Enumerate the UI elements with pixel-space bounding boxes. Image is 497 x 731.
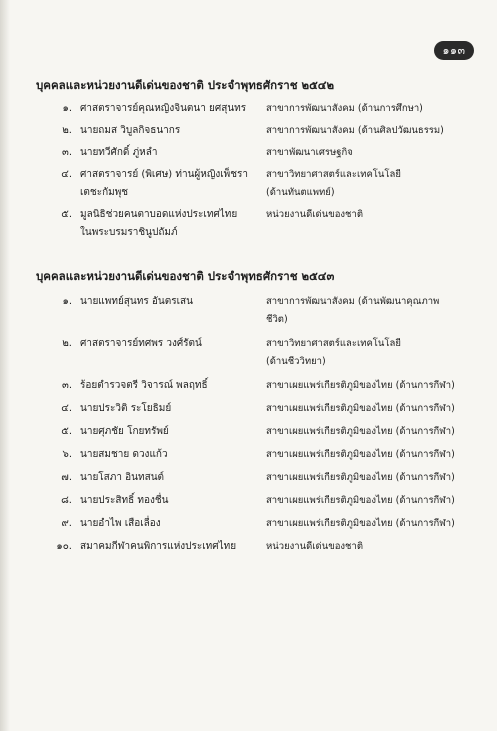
award-field-line: สาขาการพัฒนาสังคม (ด้านการศึกษา) (266, 103, 423, 114)
award-field-line: ชีวิต) (266, 314, 288, 325)
awardee-name (80, 471, 258, 485)
award-field-line: (ด้านทันตแพทย์) (266, 187, 335, 198)
award-field-line: สาขาเผยแพร่เกียรติภูมิของไทย (ด้านการกีฬา) (266, 403, 455, 414)
awardee-name-line: นายแพทย์สุนทร อันตรเสน (80, 296, 193, 307)
award-field-line: หน่วยงานดีเด่นของชาติ (266, 209, 363, 220)
award-field-line: (ด้านชีววิทยา) (266, 356, 326, 367)
awardee-name-line: นายอำไพ เสือเลื่อง (80, 518, 161, 529)
award-field (266, 425, 476, 439)
award-field (266, 402, 476, 416)
awardee-name-line: ศาสตราจารย์ (พิเศษ) ท่านผู้หญิงเพ็ชรา (80, 169, 249, 180)
awardee-name-line: เตชะกัมพุช (80, 187, 129, 198)
item-number: ๑. (62, 103, 72, 114)
awards-section-2542 (36, 76, 476, 238)
awardee-name (80, 425, 258, 439)
item-number: ๒. (62, 338, 72, 349)
award-field (266, 448, 476, 462)
item-number: ๔. (61, 169, 72, 180)
award-field-line: สาขาการพัฒนาสังคม (ด้านพัฒนาคุณภาพ (266, 296, 440, 307)
awardee-name (80, 146, 258, 160)
award-field-line: สาขาเผยแพร่เกียรติภูมิของไทย (ด้านการกีฬา) (266, 449, 455, 460)
item-number: ๙. (61, 518, 72, 529)
award-field (266, 494, 476, 508)
item-number: ๗. (61, 472, 72, 483)
award-field (266, 295, 476, 327)
item-number: ๑๐. (56, 541, 72, 552)
item-number: ๕. (61, 426, 72, 437)
award-field (266, 124, 476, 138)
award-field (266, 540, 476, 554)
awardee-name (80, 540, 258, 554)
awardee-name (80, 208, 258, 240)
item-number: ๑. (62, 296, 72, 307)
awardee-name (80, 402, 258, 416)
item-number: ๓. (61, 147, 72, 158)
awardee-name (80, 124, 258, 138)
awardee-name-line: นายสมชาย ดวงแก้ว (80, 449, 168, 460)
awardee-name-line: ร้อยตำรวจตรี วิจารณ์ พลฤทธิ์ (80, 380, 208, 391)
award-field (266, 208, 476, 222)
awardee-name-line: นายประวิติ ระโยธิมย์ (80, 403, 172, 414)
awardee-name-line: นายถมส วิบูลกิจธนากร (80, 125, 181, 136)
award-field-line: สาขาเผยแพร่เกียรติภูมิของไทย (ด้านการกีฬา) (266, 380, 455, 391)
award-field (266, 168, 476, 200)
item-number: ๕. (61, 209, 72, 220)
award-field (266, 517, 476, 531)
item-number: ๒. (62, 125, 72, 136)
awardee-name (80, 102, 258, 116)
awardee-name (80, 494, 258, 508)
item-number: ๖. (62, 449, 72, 460)
awardee-name (80, 337, 258, 351)
award-field-line: หน่วยงานดีเด่นของชาติ (266, 541, 363, 552)
awardee-name-line: นายประสิทธิ์ ทองชื่น (80, 495, 169, 506)
page-number-badge: ๑๑๓ (434, 41, 474, 60)
awardee-name-line: นายศุภชัย โกยทรัพย์ (80, 426, 169, 437)
awardee-name-line: ในพระบรมราชินูปถัมภ์ (80, 227, 178, 238)
award-field-line: สาขาพัฒนาเศรษฐกิจ (266, 147, 353, 158)
award-field-line: สาขาเผยแพร่เกียรติภูมิของไทย (ด้านการกีฬา) (266, 426, 455, 437)
award-field (266, 337, 476, 369)
page-edge-shadow (0, 0, 10, 731)
section-heading: บุคคลและหน่วยงานดีเด่นของชาติ ประจำพุทธศักราช ๒๕๔๓ (36, 269, 335, 283)
item-number: ๘. (61, 495, 72, 506)
award-field-line: สาขาการพัฒนาสังคม (ด้านศิลปวัฒนธรรม) (266, 125, 444, 136)
awardee-name (80, 168, 258, 200)
award-field (266, 379, 476, 393)
award-field-line: สาขาเผยแพร่เกียรติภูมิของไทย (ด้านการกีฬา) (266, 472, 455, 483)
award-field-line: สาขาเผยแพร่เกียรติภูมิของไทย (ด้านการกีฬา) (266, 518, 455, 529)
award-field-line: สาขาวิทยาศาสตร์และเทคโนโลยี (266, 338, 401, 349)
awards-section-2543 (36, 267, 476, 552)
award-field (266, 146, 476, 160)
award-field-line: สาขาเผยแพร่เกียรติภูมิของไทย (ด้านการกีฬา) (266, 495, 455, 506)
awardee-name-line: สมาคมกีฬาคนพิการแห่งประเทศไทย (80, 541, 237, 552)
awardee-name (80, 295, 258, 309)
awardee-name-line: นายโสภา อินทสนต์ (80, 472, 165, 483)
award-field (266, 102, 476, 116)
item-number: ๔. (61, 403, 72, 414)
awardee-name-line: ศาสตราจารย์ทศพร วงศ์รัตน์ (80, 338, 202, 349)
award-field (266, 471, 476, 485)
awardee-name (80, 379, 258, 393)
awardee-name (80, 517, 258, 531)
award-field-line: สาขาวิทยาศาสตร์และเทคโนโลยี (266, 169, 401, 180)
section-heading: บุคคลและหน่วยงานดีเด่นของชาติ ประจำพุทธศักราช ๒๕๔๒ (36, 78, 335, 92)
item-number: ๓. (61, 380, 72, 391)
awardee-name-line: มูลนิธิช่วยคนตาบอดแห่งประเทศไทย (80, 209, 238, 220)
awardee-name (80, 448, 258, 462)
awardee-name-line: ศาสตราจารย์คุณหญิงจินตนา ยศสุนทร (80, 103, 247, 114)
awardee-name-line: นายทวีศักดิ์ ภู่หลำ (80, 147, 158, 158)
